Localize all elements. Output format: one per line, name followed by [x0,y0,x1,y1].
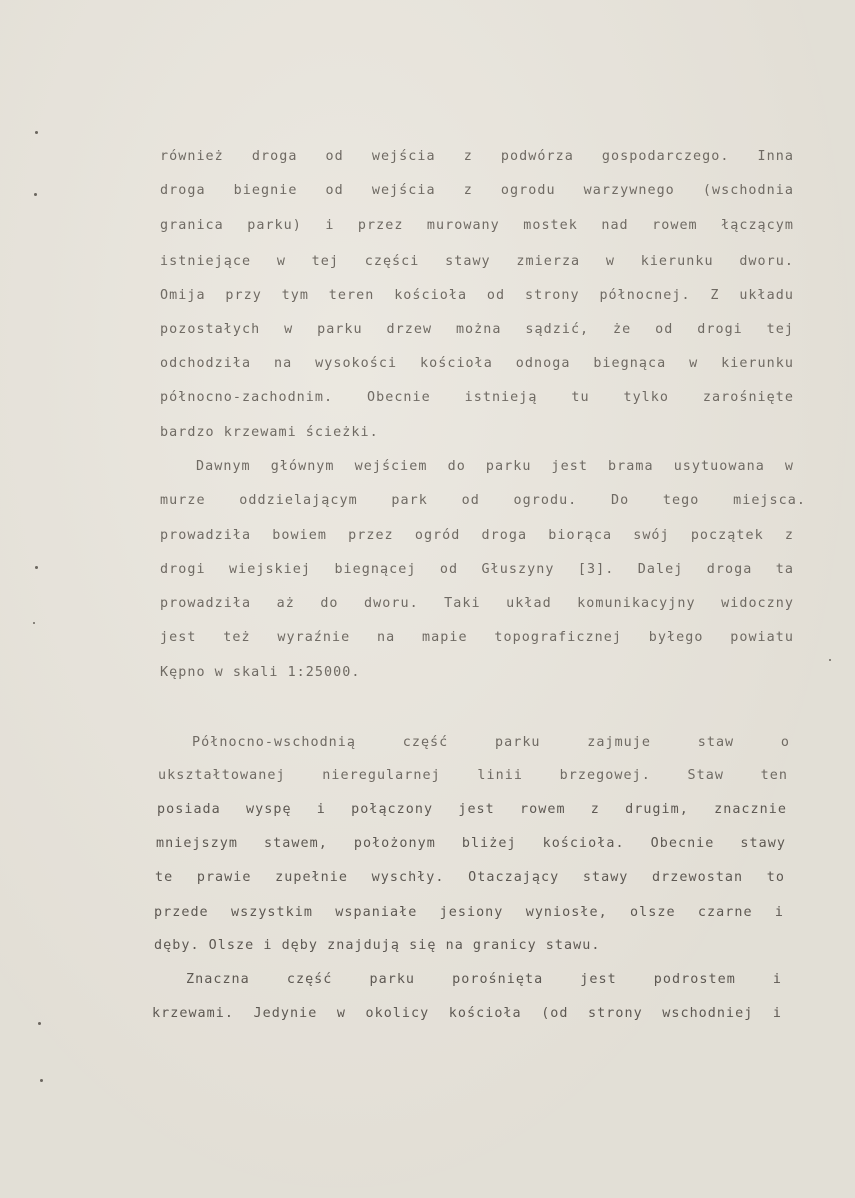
margin-speck [40,1079,43,1082]
margin-speck [38,1022,41,1025]
text-line: bardzo krzewami ścieżki. [160,425,379,440]
text-line: Dawnym głównym wejściem do parku jest brama usytuowana w [196,459,794,474]
text-line: drogi wiejskiej biegnącej od Głuszyny [3]. Dalej droga ta [160,562,794,577]
margin-speck [35,566,38,569]
text-line: również droga od wejścia z podwórza gospodarczego. Inna [160,149,794,164]
text-line: północno-zachodnim. Obecnie istnieją tu tylko zarośnięte [160,390,794,405]
text-line: odchodziła na wysokości kościoła odnoga biegnąca w kierunku [160,356,794,371]
text-line: te prawie zupełnie wyschły. Otaczający stawy drzewostan to [155,870,785,885]
text-line: krzewami. Jedynie w okolicy kościoła (od strony wschodniej i [152,1006,782,1021]
margin-speck [829,659,831,661]
text-line: Północno-wschodnią część parku zajmuje staw o [192,735,790,750]
text-line: mniejszym stawem, położonym bliżej kościoła. Obecnie stawy [156,836,786,851]
text-line: przede wszystkim wspaniałe jesiony wyniosłe, olsze czarne i [154,905,784,920]
text-line: Znaczna część parku porośnięta jest podrostem i [186,972,782,987]
margin-speck [34,193,37,196]
text-line: granica parku) i przez murowany mostek nad rowem łączącym [160,218,794,233]
text-line: murze oddzielającym park od ogrodu. Do tego miejsca. [160,493,806,508]
text-line: pozostałych w parku drzew można sądzić, że od drogi tej [160,322,794,337]
margin-speck [33,622,35,624]
text-line: posiada wyspę i połączony jest rowem z drugim, znacznie [157,802,787,817]
text-line: ukształtowanej nieregularnej linii brzegowej. Staw ten [158,768,788,783]
text-line: prowadziła aż do dworu. Taki układ komunikacyjny widoczny [160,596,794,611]
text-line: dęby. Olsze i dęby znajdują się na granicy stawu. [154,938,601,953]
text-line: jest też wyraźnie na mapie topograficznej byłego powiatu [160,630,794,645]
text-line: droga biegnie od wejścia z ogrodu warzywnego (wschodnia [160,183,794,198]
text-line: istniejące w tej części stawy zmierza w kierunku dworu. [160,254,794,269]
text-line: Omija przy tym teren kościoła od strony północnej. Z układu [160,288,794,303]
text-line: prowadziła bowiem przez ogród droga biorąca swój początek z [160,528,794,543]
text-line: Kępno w skali 1:25000. [160,665,361,680]
margin-speck [35,131,38,134]
